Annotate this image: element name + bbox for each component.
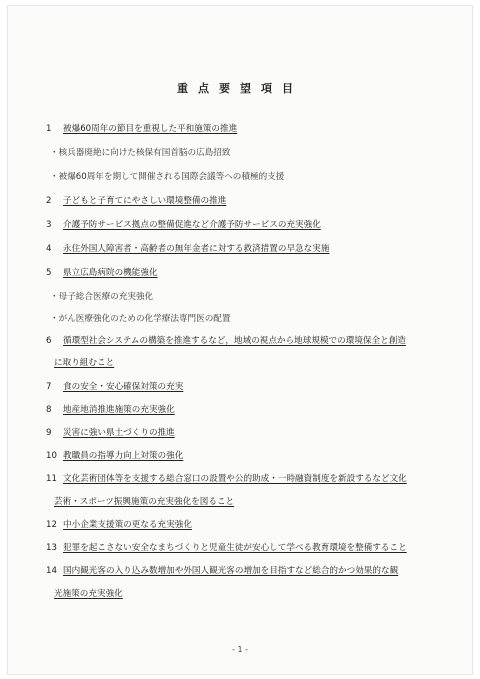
item-text: 介護予防サービス拠点の整備促進など介護予防サービスの充実強化 — [63, 220, 321, 230]
document-title: 重点要望項目 — [177, 82, 303, 95]
item-text: 教職員の指導力向上対策の強化 — [63, 451, 184, 461]
subitem-text: ・核兵器廃絶に向けた核保有国首脳の広島招致 — [50, 148, 231, 158]
item-number: 3 — [46, 220, 52, 230]
item-number: 13 — [46, 543, 57, 553]
item-text: 中小企業支援策の更なる充実強化 — [63, 520, 192, 530]
item-number: 12 — [46, 520, 57, 530]
item-number: 8 — [46, 405, 52, 415]
item-text-continued: 芸術・スポーツ振興施策の充実強化を図ること — [54, 497, 235, 507]
item-text: 被爆60周年の節目を重視した平和施策の推進 — [63, 124, 238, 134]
item-number: 14 — [46, 566, 57, 576]
item-text: 子どもと子育てにやさしい環境整備の推進 — [63, 196, 227, 206]
item-text-continued: に取り組むこと — [54, 358, 115, 368]
item-text: 災害に強い県土づくりの推進 — [63, 428, 175, 438]
item-number: 4 — [46, 244, 52, 254]
item-number: 10 — [46, 451, 57, 461]
page-number: - 1 - — [232, 645, 248, 654]
item-text: 地産地消推進施策の充実強化 — [63, 405, 175, 415]
item-number: 5 — [46, 268, 52, 278]
item-text: 文化芸術団体等を支援する総合窓口の設置や公的助成・一時融資制度を新設するなど文化 — [63, 474, 407, 484]
item-number: 6 — [46, 336, 52, 346]
subitem-text: ・被爆60周年を期して開催される国際会議等への積極的支援 — [50, 172, 285, 182]
item-number: 2 — [46, 196, 52, 206]
subitem-text: ・母子総合医療の充実強化 — [50, 292, 154, 302]
item-number: 7 — [46, 382, 52, 392]
item-text: 犯罪を起こさない安全なまちづくりと児童生徒が安心して学べる教育環境を整備すること — [63, 543, 407, 553]
item-number: 11 — [46, 474, 57, 484]
item-number: 1 — [46, 124, 52, 134]
item-text: 国内観光客の入り込み数増加や外国人観光客の増加を目指すなど総合的かつ効果的な観 — [63, 566, 399, 576]
item-text: 県立広島病院の機能強化 — [63, 268, 158, 278]
item-number: 9 — [46, 428, 52, 438]
item-text-continued: 光施策の充実強化 — [54, 589, 123, 599]
item-text: 循環型社会システムの構築を推進するなど，地域の視点から地球規模での環境保全と創造 — [63, 336, 406, 346]
subitem-text: ・がん医療強化のための化学療法専門医の配置 — [50, 314, 231, 324]
item-text: 食の安全・安心確保対策の充実 — [63, 382, 184, 392]
item-text: 永住外国人障害者・高齢者の無年金者に対する救済措置の早急な実施 — [63, 244, 330, 254]
